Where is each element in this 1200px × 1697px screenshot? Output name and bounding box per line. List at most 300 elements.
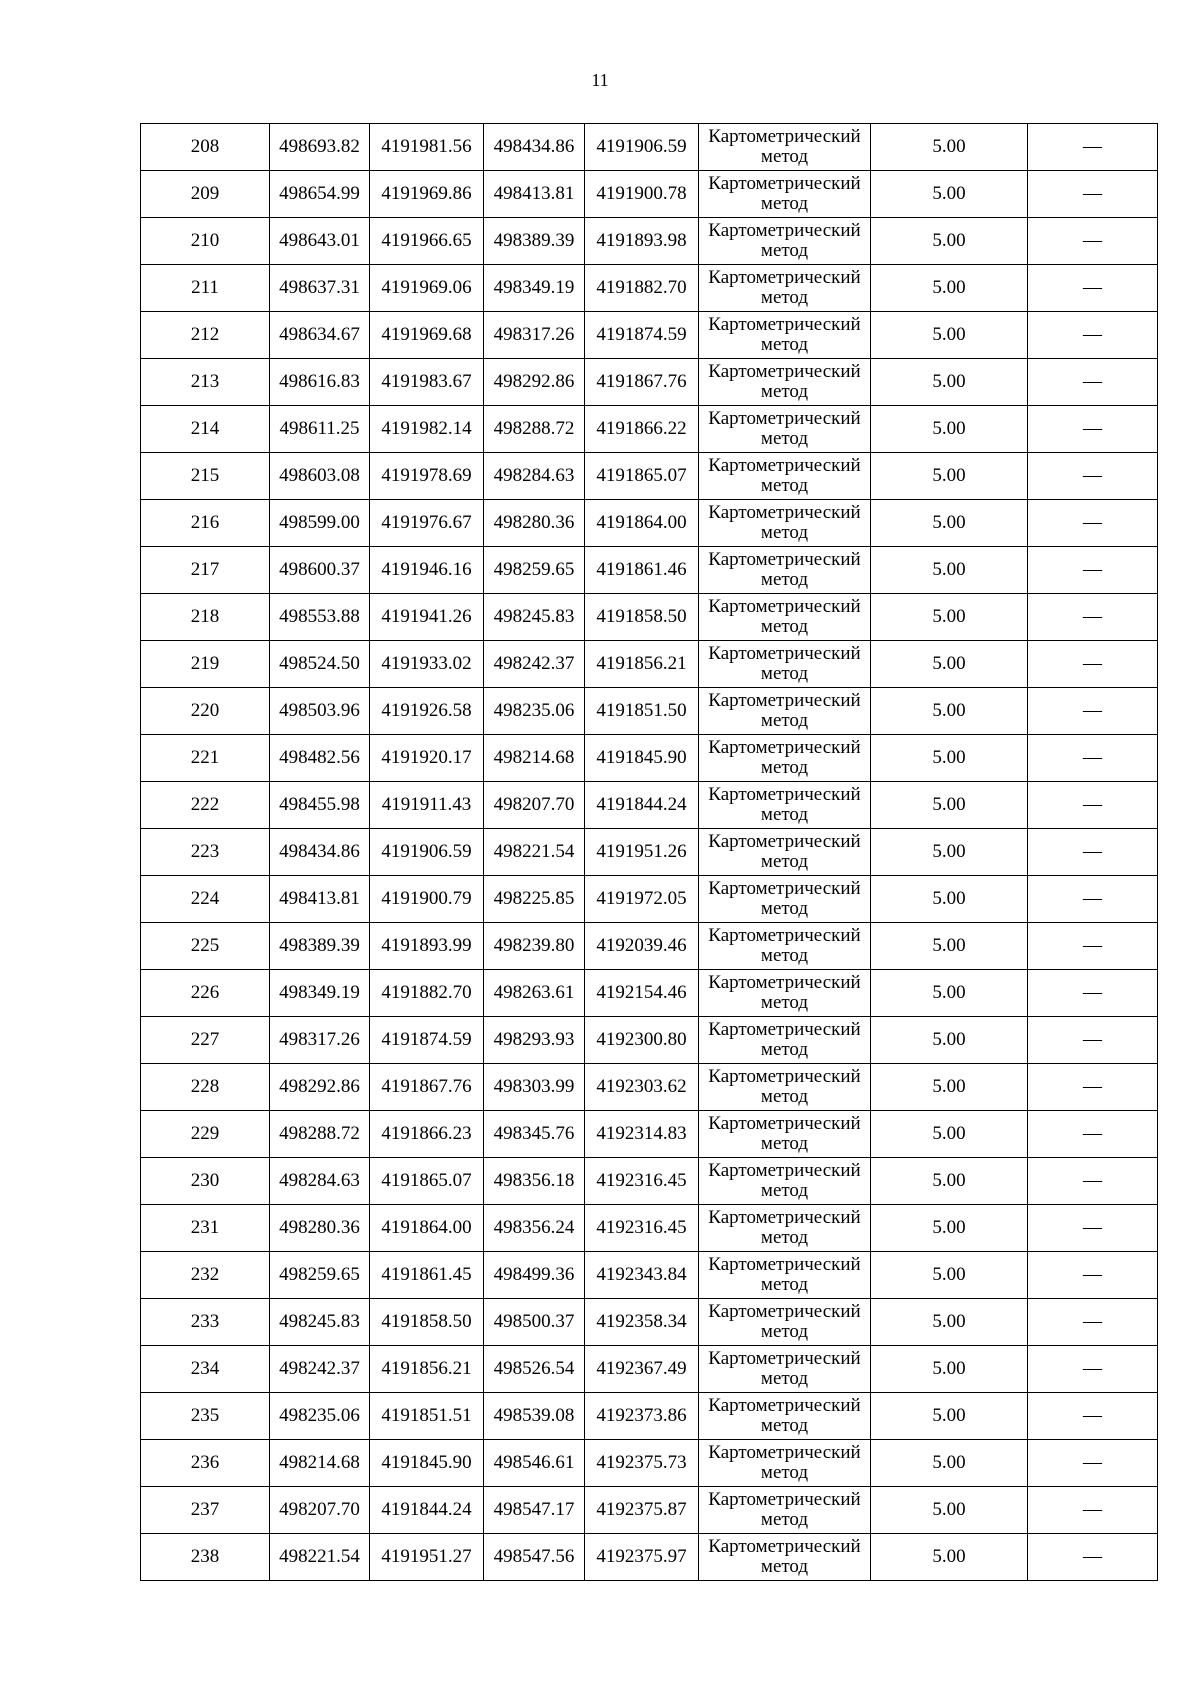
method-cell [699, 218, 871, 265]
x-from-cell: 498503.96 [270, 688, 370, 735]
y-to-cell: 4191906.59 [585, 124, 699, 171]
accuracy-cell: 5.00 [871, 1534, 1028, 1581]
method-line-2: метод [760, 1321, 809, 1342]
method-cell [699, 265, 871, 312]
note-cell: — [1028, 829, 1158, 876]
x-from-cell: 498643.01 [270, 218, 370, 265]
accuracy-cell: 5.00 [871, 453, 1028, 500]
table-body [141, 124, 1158, 1581]
x-to-cell: 498292.86 [484, 359, 585, 406]
y-to-cell: 4192039.46 [585, 923, 699, 970]
method-cell [699, 1487, 871, 1534]
method-line-2: метод [760, 616, 809, 637]
y-to-cell: 4191851.50 [585, 688, 699, 735]
table-row [141, 171, 1158, 218]
x-from-cell: 498553.88 [270, 594, 370, 641]
point-number-cell: 217 [141, 547, 270, 594]
method-line-1: Картометрический [708, 455, 861, 476]
method-cell [699, 359, 871, 406]
x-from-cell: 498259.65 [270, 1252, 370, 1299]
x-to-cell: 498500.37 [484, 1299, 585, 1346]
method-cell [699, 1017, 871, 1064]
x-to-cell: 498547.17 [484, 1487, 585, 1534]
y-from-cell: 4191866.23 [370, 1111, 484, 1158]
point-number-cell: 226 [141, 970, 270, 1017]
accuracy-cell: 5.00 [871, 1205, 1028, 1252]
x-to-cell: 498245.83 [484, 594, 585, 641]
y-to-cell: 4191951.26 [585, 829, 699, 876]
x-to-cell: 498263.61 [484, 970, 585, 1017]
method-cell [699, 1158, 871, 1205]
table-row [141, 547, 1158, 594]
point-number-cell: 216 [141, 500, 270, 547]
method-line-1: Картометрический [708, 314, 861, 335]
y-from-cell: 4191982.14 [370, 406, 484, 453]
accuracy-cell: 5.00 [871, 124, 1028, 171]
accuracy-cell: 5.00 [871, 312, 1028, 359]
point-number-cell: 210 [141, 218, 270, 265]
method-cell [699, 1440, 871, 1487]
x-to-cell: 498539.08 [484, 1393, 585, 1440]
point-number-cell: 214 [141, 406, 270, 453]
x-from-cell: 498292.86 [270, 1064, 370, 1111]
table-row [141, 1017, 1158, 1064]
method-line-1: Картометрический [708, 784, 861, 805]
accuracy-cell: 5.00 [871, 547, 1028, 594]
y-from-cell: 4191969.06 [370, 265, 484, 312]
note-cell: — [1028, 359, 1158, 406]
accuracy-cell: 5.00 [871, 782, 1028, 829]
method-line-2: метод [760, 428, 809, 449]
method-line-2: метод [760, 663, 809, 684]
method-line-2: метод [760, 1274, 809, 1295]
y-from-cell: 4191969.68 [370, 312, 484, 359]
method-cell [699, 1111, 871, 1158]
y-to-cell: 4192358.34 [585, 1299, 699, 1346]
method-line-2: метод [760, 287, 809, 308]
method-line-2: метод [760, 1509, 809, 1530]
x-from-cell: 498616.83 [270, 359, 370, 406]
method-line-2: метод [760, 1415, 809, 1436]
method-cell [699, 453, 871, 500]
y-from-cell: 4191966.65 [370, 218, 484, 265]
y-to-cell: 4192303.62 [585, 1064, 699, 1111]
x-to-cell: 498221.54 [484, 829, 585, 876]
y-from-cell: 4191946.16 [370, 547, 484, 594]
y-from-cell: 4191874.59 [370, 1017, 484, 1064]
y-to-cell: 4192373.86 [585, 1393, 699, 1440]
point-number-cell: 228 [141, 1064, 270, 1111]
y-from-cell: 4191882.70 [370, 970, 484, 1017]
method-line-1: Картометрический [708, 1019, 861, 1040]
note-cell: — [1028, 1299, 1158, 1346]
method-line-2: метод [760, 945, 809, 966]
point-number-cell: 225 [141, 923, 270, 970]
y-to-cell: 4192375.97 [585, 1534, 699, 1581]
method-cell [699, 1252, 871, 1299]
y-to-cell: 4192375.87 [585, 1487, 699, 1534]
method-line-2: метод [760, 804, 809, 825]
accuracy-cell: 5.00 [871, 1158, 1028, 1205]
note-cell: — [1028, 923, 1158, 970]
y-to-cell: 4191900.78 [585, 171, 699, 218]
y-to-cell: 4192375.73 [585, 1440, 699, 1487]
y-to-cell: 4191864.00 [585, 500, 699, 547]
y-from-cell: 4191844.24 [370, 1487, 484, 1534]
table-row [141, 500, 1158, 547]
method-line-1: Картометрический [708, 1395, 861, 1416]
y-from-cell: 4191981.56 [370, 124, 484, 171]
y-from-cell: 4191858.50 [370, 1299, 484, 1346]
accuracy-cell: 5.00 [871, 688, 1028, 735]
note-cell: — [1028, 876, 1158, 923]
x-from-cell: 498207.70 [270, 1487, 370, 1534]
table-row [141, 453, 1158, 500]
accuracy-cell: 5.00 [871, 1346, 1028, 1393]
note-cell: — [1028, 312, 1158, 359]
method-cell [699, 970, 871, 1017]
method-cell [699, 641, 871, 688]
x-to-cell: 498546.61 [484, 1440, 585, 1487]
x-to-cell: 498345.76 [484, 1111, 585, 1158]
method-line-1: Картометрический [708, 690, 861, 711]
accuracy-cell: 5.00 [871, 594, 1028, 641]
y-from-cell: 4191900.79 [370, 876, 484, 923]
note-cell: — [1028, 1111, 1158, 1158]
y-from-cell: 4191983.67 [370, 359, 484, 406]
method-line-1: Картометрический [708, 361, 861, 382]
x-to-cell: 498259.65 [484, 547, 585, 594]
method-line-2: метод [760, 569, 809, 590]
point-number-cell: 219 [141, 641, 270, 688]
method-line-1: Картометрический [708, 1536, 861, 1557]
y-from-cell: 4191978.69 [370, 453, 484, 500]
method-line-1: Картометрический [708, 408, 861, 429]
y-from-cell: 4191856.21 [370, 1346, 484, 1393]
y-to-cell: 4191861.46 [585, 547, 699, 594]
note-cell: — [1028, 594, 1158, 641]
y-to-cell: 4191972.05 [585, 876, 699, 923]
method-cell [699, 312, 871, 359]
accuracy-cell: 5.00 [871, 359, 1028, 406]
method-line-2: метод [760, 240, 809, 261]
method-line-2: метод [760, 710, 809, 731]
accuracy-cell: 5.00 [871, 970, 1028, 1017]
method-line-1: Картометрический [708, 1160, 861, 1181]
y-from-cell: 4191867.76 [370, 1064, 484, 1111]
method-line-1: Картометрический [708, 878, 861, 899]
method-line-1: Картометрический [708, 549, 861, 570]
x-to-cell: 498547.56 [484, 1534, 585, 1581]
point-number-cell: 212 [141, 312, 270, 359]
method-cell [699, 1534, 871, 1581]
accuracy-cell: 5.00 [871, 1440, 1028, 1487]
y-from-cell: 4191920.17 [370, 735, 484, 782]
method-line-2: метод [760, 1556, 809, 1577]
method-line-2: метод [760, 1133, 809, 1154]
accuracy-cell: 5.00 [871, 500, 1028, 547]
x-to-cell: 498499.36 [484, 1252, 585, 1299]
point-number-cell: 235 [141, 1393, 270, 1440]
method-line-2: метод [760, 757, 809, 778]
x-from-cell: 498482.56 [270, 735, 370, 782]
y-to-cell: 4192316.45 [585, 1205, 699, 1252]
accuracy-cell: 5.00 [871, 1487, 1028, 1534]
table-row [141, 735, 1158, 782]
point-number-cell: 224 [141, 876, 270, 923]
accuracy-cell: 5.00 [871, 1393, 1028, 1440]
x-to-cell: 498284.63 [484, 453, 585, 500]
x-from-cell: 498349.19 [270, 970, 370, 1017]
method-cell [699, 500, 871, 547]
x-from-cell: 498242.37 [270, 1346, 370, 1393]
method-line-2: метод [760, 334, 809, 355]
x-to-cell: 498303.99 [484, 1064, 585, 1111]
point-number-cell: 229 [141, 1111, 270, 1158]
method-line-2: метод [760, 898, 809, 919]
table-row [141, 1440, 1158, 1487]
x-from-cell: 498603.08 [270, 453, 370, 500]
note-cell: — [1028, 124, 1158, 171]
x-to-cell: 498239.80 [484, 923, 585, 970]
table-row [141, 641, 1158, 688]
note-cell: — [1028, 547, 1158, 594]
method-line-2: метод [760, 381, 809, 402]
y-to-cell: 4191882.70 [585, 265, 699, 312]
method-cell [699, 1346, 871, 1393]
point-number-cell: 209 [141, 171, 270, 218]
method-cell [699, 923, 871, 970]
x-from-cell: 498693.82 [270, 124, 370, 171]
accuracy-cell: 5.00 [871, 218, 1028, 265]
point-number-cell: 237 [141, 1487, 270, 1534]
y-to-cell: 4191865.07 [585, 453, 699, 500]
method-line-2: метод [760, 1227, 809, 1248]
accuracy-cell: 5.00 [871, 1252, 1028, 1299]
page-number: 11 [591, 70, 609, 90]
y-from-cell: 4191926.58 [370, 688, 484, 735]
x-from-cell: 498599.00 [270, 500, 370, 547]
method-line-1: Картометрический [708, 1113, 861, 1134]
x-from-cell: 498455.98 [270, 782, 370, 829]
note-cell: — [1028, 1158, 1158, 1205]
method-line-1: Картометрический [708, 220, 861, 241]
y-to-cell: 4192316.45 [585, 1158, 699, 1205]
note-cell: — [1028, 171, 1158, 218]
method-line-2: метод [760, 1039, 809, 1060]
note-cell: — [1028, 1440, 1158, 1487]
x-from-cell: 498280.36 [270, 1205, 370, 1252]
method-cell [699, 688, 871, 735]
table-row [141, 923, 1158, 970]
accuracy-cell: 5.00 [871, 923, 1028, 970]
point-number-cell: 215 [141, 453, 270, 500]
method-line-1: Картометрический [708, 831, 861, 852]
method-line-1: Картометрический [708, 925, 861, 946]
method-line-2: метод [760, 1368, 809, 1389]
note-cell: — [1028, 406, 1158, 453]
method-cell [699, 594, 871, 641]
table-row [141, 312, 1158, 359]
table-row [141, 406, 1158, 453]
method-line-2: метод [760, 1462, 809, 1483]
y-to-cell: 4191874.59 [585, 312, 699, 359]
table-row [141, 1252, 1158, 1299]
y-to-cell: 4192154.46 [585, 970, 699, 1017]
x-from-cell: 498317.26 [270, 1017, 370, 1064]
x-to-cell: 498356.24 [484, 1205, 585, 1252]
accuracy-cell: 5.00 [871, 171, 1028, 218]
method-line-2: метод [760, 851, 809, 872]
note-cell: — [1028, 1487, 1158, 1534]
method-line-2: метод [760, 193, 809, 214]
x-to-cell: 498349.19 [484, 265, 585, 312]
x-from-cell: 498235.06 [270, 1393, 370, 1440]
x-from-cell: 498284.63 [270, 1158, 370, 1205]
method-line-1: Картометрический [708, 1066, 861, 1087]
method-cell [699, 1393, 871, 1440]
x-to-cell: 498207.70 [484, 782, 585, 829]
table-row [141, 829, 1158, 876]
table-row [141, 218, 1158, 265]
y-from-cell: 4191865.07 [370, 1158, 484, 1205]
y-to-cell: 4191858.50 [585, 594, 699, 641]
x-from-cell: 498600.37 [270, 547, 370, 594]
method-cell [699, 829, 871, 876]
table-row [141, 688, 1158, 735]
method-line-1: Картометрический [708, 1301, 861, 1322]
table-row [141, 594, 1158, 641]
point-number-cell: 223 [141, 829, 270, 876]
note-cell: — [1028, 265, 1158, 312]
method-line-2: метод [760, 475, 809, 496]
note-cell: — [1028, 1017, 1158, 1064]
method-cell [699, 124, 871, 171]
method-line-1: Картометрический [708, 173, 861, 194]
x-to-cell: 498356.18 [484, 1158, 585, 1205]
y-to-cell: 4192367.49 [585, 1346, 699, 1393]
y-to-cell: 4191866.22 [585, 406, 699, 453]
y-from-cell: 4191864.00 [370, 1205, 484, 1252]
method-line-1: Картометрический [708, 1254, 861, 1275]
accuracy-cell: 5.00 [871, 406, 1028, 453]
method-line-1: Картометрический [708, 267, 861, 288]
point-number-cell: 231 [141, 1205, 270, 1252]
method-cell [699, 1064, 871, 1111]
y-to-cell: 4191893.98 [585, 218, 699, 265]
x-to-cell: 498317.26 [484, 312, 585, 359]
method-line-1: Картометрический [708, 1442, 861, 1463]
table-row [141, 876, 1158, 923]
method-line-2: метод [760, 146, 809, 167]
table-row [141, 1393, 1158, 1440]
method-cell [699, 171, 871, 218]
x-from-cell: 498214.68 [270, 1440, 370, 1487]
method-line-1: Картометрический [708, 1489, 861, 1510]
method-line-2: метод [760, 992, 809, 1013]
note-cell: — [1028, 1346, 1158, 1393]
coordinates-table [140, 123, 1158, 1581]
x-from-cell: 498634.67 [270, 312, 370, 359]
table-row [141, 1534, 1158, 1581]
method-cell [699, 406, 871, 453]
method-line-1: Картометрический [708, 972, 861, 993]
note-cell: — [1028, 453, 1158, 500]
note-cell: — [1028, 500, 1158, 547]
table-row [141, 1487, 1158, 1534]
accuracy-cell: 5.00 [871, 1017, 1028, 1064]
x-from-cell: 498611.25 [270, 406, 370, 453]
method-line-1: Картометрический [708, 1207, 861, 1228]
accuracy-cell: 5.00 [871, 735, 1028, 782]
note-cell: — [1028, 641, 1158, 688]
table-row [141, 1064, 1158, 1111]
point-number-cell: 232 [141, 1252, 270, 1299]
y-from-cell: 4191976.67 [370, 500, 484, 547]
x-to-cell: 498288.72 [484, 406, 585, 453]
method-line-1: Картометрический [708, 502, 861, 523]
note-cell: — [1028, 1252, 1158, 1299]
table-row [141, 124, 1158, 171]
x-to-cell: 498280.36 [484, 500, 585, 547]
method-line-2: метод [760, 522, 809, 543]
x-from-cell: 498389.39 [270, 923, 370, 970]
note-cell: — [1028, 735, 1158, 782]
x-from-cell: 498434.86 [270, 829, 370, 876]
accuracy-cell: 5.00 [871, 829, 1028, 876]
table-row [141, 1346, 1158, 1393]
note-cell: — [1028, 688, 1158, 735]
x-from-cell: 498221.54 [270, 1534, 370, 1581]
point-number-cell: 211 [141, 265, 270, 312]
y-from-cell: 4191851.51 [370, 1393, 484, 1440]
table-row [141, 1158, 1158, 1205]
y-from-cell: 4191906.59 [370, 829, 484, 876]
point-number-cell: 218 [141, 594, 270, 641]
method-cell [699, 1205, 871, 1252]
y-to-cell: 4192300.80 [585, 1017, 699, 1064]
point-number-cell: 220 [141, 688, 270, 735]
method-line-2: метод [760, 1086, 809, 1107]
x-to-cell: 498526.54 [484, 1346, 585, 1393]
y-from-cell: 4191933.02 [370, 641, 484, 688]
y-from-cell: 4191911.43 [370, 782, 484, 829]
note-cell: — [1028, 1393, 1158, 1440]
point-number-cell: 208 [141, 124, 270, 171]
x-from-cell: 498413.81 [270, 876, 370, 923]
y-from-cell: 4191969.86 [370, 171, 484, 218]
x-to-cell: 498242.37 [484, 641, 585, 688]
note-cell: — [1028, 970, 1158, 1017]
accuracy-cell: 5.00 [871, 1299, 1028, 1346]
table-row [141, 1205, 1158, 1252]
accuracy-cell: 5.00 [871, 641, 1028, 688]
table-row [141, 782, 1158, 829]
x-from-cell: 498245.83 [270, 1299, 370, 1346]
point-number-cell: 233 [141, 1299, 270, 1346]
accuracy-cell: 5.00 [871, 1111, 1028, 1158]
x-to-cell: 498235.06 [484, 688, 585, 735]
accuracy-cell: 5.00 [871, 265, 1028, 312]
note-cell: — [1028, 1064, 1158, 1111]
y-to-cell: 4192314.83 [585, 1111, 699, 1158]
table-row [141, 359, 1158, 406]
x-to-cell: 498413.81 [484, 171, 585, 218]
y-from-cell: 4191893.99 [370, 923, 484, 970]
y-from-cell: 4191861.45 [370, 1252, 484, 1299]
note-cell: — [1028, 218, 1158, 265]
point-number-cell: 236 [141, 1440, 270, 1487]
